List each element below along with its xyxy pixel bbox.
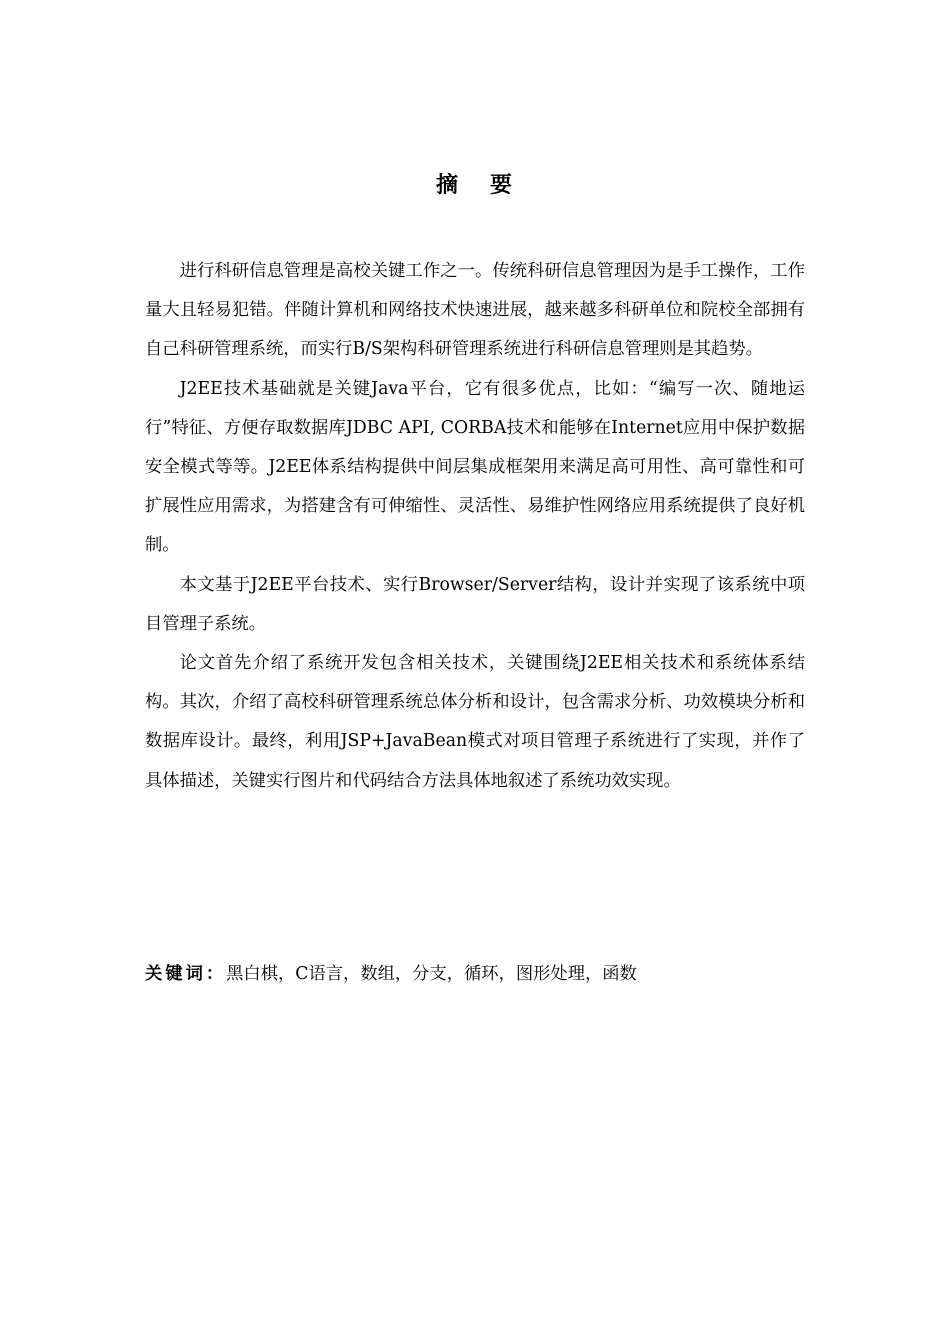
- keywords-value: 黑白棋，C语言，数组，分支，循环，图形处理，函数: [226, 964, 637, 984]
- title-char-left: 摘: [435, 173, 460, 198]
- abstract-title: [0, 168, 950, 199]
- abstract-paragraph-1: 进行科研信息管理是高校关键工作之一。传统科研信息管理因为是手工操作，工作量大且轻易犯错。伴随计算机和网络技术快速进展，越来越多科研单位和院校全部拥有自己科研管理系统，而实行B/S架构科研管理系统进行科研信息管理则是其趋势。: [145, 261, 805, 360]
- abstract-paragraph-4: 论文首先介绍了系统开发包含相关技术，关键围绕J2EE相关技术和系统体系结构。其次，介绍了高校科研管理系统总体分析和设计，包含需求分析、功效模块分析和数据库设计。最终，利用JSP+JavaBean模式对项目管理子系统进行了实现，并作了具体描述，关键实行图片和代码结合方法具体地叙述了系统功效实现。: [145, 653, 805, 791]
- abstract-paragraph-3: 本文基于J2EE平台技术、实行Browser/Server结构，设计并实现了该系统中项目管理子系统。: [145, 574, 805, 634]
- keywords-line: [145, 955, 805, 994]
- keywords-label: 关键词：: [145, 964, 227, 984]
- abstract-body: [145, 252, 805, 801]
- abstract-paragraph-2: J2EE技术基础就是关键Java平台，它有很多优点，比如：“编写一次、随地运行”特征、方便存取数据库JDBC API, CORBA技术和能够在Internet应用中保护数据安全模式等等。J2EE体系结构提供中间层集成框架用来满足高可用性、高可靠性和可扩展性应用需求，为搭建含有可伸缩性、灵活性、易维护性网络应用系统提供了良好机制。: [145, 378, 805, 556]
- title-char-right: 要: [490, 173, 515, 198]
